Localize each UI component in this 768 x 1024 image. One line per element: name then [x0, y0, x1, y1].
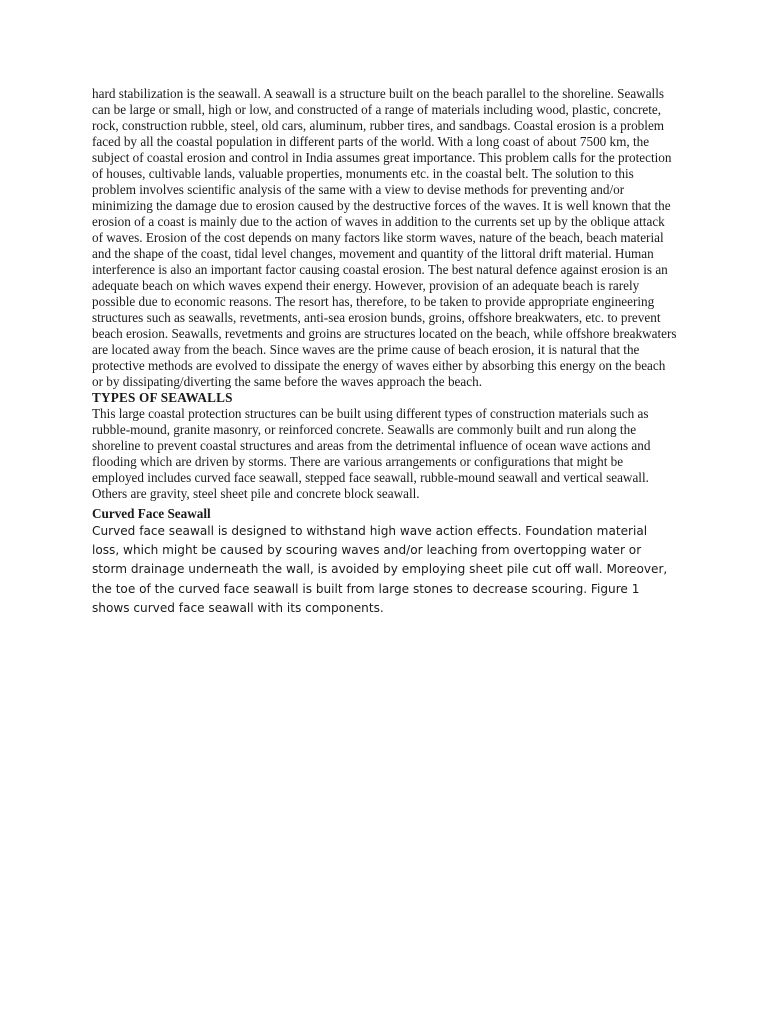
curved-face-paragraph: Curved face seawall is designed to withstand high wave action effects. Foundation material loss, which might be caused by scouring waves and/or leaching from overtopping water or storm drainage underneath the wall, is avoided by employing sheet pile cut off wall. Moreover, the toe of the curved face seawall is built from large stones to decrease scouring. Figure 1 shows curved face seawall with its components.	[92, 524, 668, 615]
types-paragraph: This large coastal protection structures can be built using different types of construction materials such as rubble-mound, granite masonry, or reinforced concrete. Seawalls are commonly built and run along the shoreline to prevent coastal structures and areas from the detrimental influence of ocean wave actions and flooding which are driven by storms. There are various arrangements or configurations that might be employed includes curved face seawall, stepped face seawall, rubble-mound seawall and vertical seawall. Others are gravity, steel sheet pile and concrete block seawall.	[92, 406, 651, 501]
curved-face-seawall-heading: Curved Face Seawall	[92, 506, 211, 521]
document-page	[92, 86, 678, 618]
intro-paragraph: hard stabilization is the seawall. A seawall is a structure built on the beach parallel to the shoreline. Seawalls can be large or small, high or low, and constructed of a range of materials including wood, plastic, concrete, rock, construction rubble, steel, old cars, aluminum, rubber tires, and sandbags. Coastal erosion is a problem faced by all the coastal population in different parts of the world. With a long coast of about 7500 km, the subject of coastal erosion and control in India assumes great importance. This problem calls for the protection of houses, cultivable lands, valuable properties, monuments etc. in the coastal belt. The solution to this problem involves scientific analysis of the same with a view to devise methods for preventing and/or minimizing the damage due to erosion caused by the destructive forces of the waves. It is well known that the erosion of a coast is mainly due to the action of waves in addition to the currents set up by the oblique attack of waves. Erosion of the cost depends on many factors like storm waves, nature of the beach, beach material and the shape of the coast, tidal level changes, movement and quantity of the littoral drift material. Human interference is also an important factor causing coastal erosion. The best natural defence against erosion is an adequate beach on which waves expend their energy. However, provision of an adequate beach is rarely possible due to economic reasons. The resort has, therefore, to be taken to provide appropriate engineering structures such as seawalls, revetments, anti-sea erosion bunds, groins, offshore breakwaters, etc. to prevent beach erosion. Seawalls, revetments and groins are structures located on the beach, while offshore breakwaters are located away from the beach. Since waves are the prime cause of beach erosion, it is natural that the protective methods are evolved to dissipate the energy of waves either by absorbing this energy on the beach or by dissipating/diverting the same before the waves approach the beach.	[92, 86, 677, 389]
types-of-seawalls-heading: TYPES OF SEAWALLS	[92, 390, 233, 405]
